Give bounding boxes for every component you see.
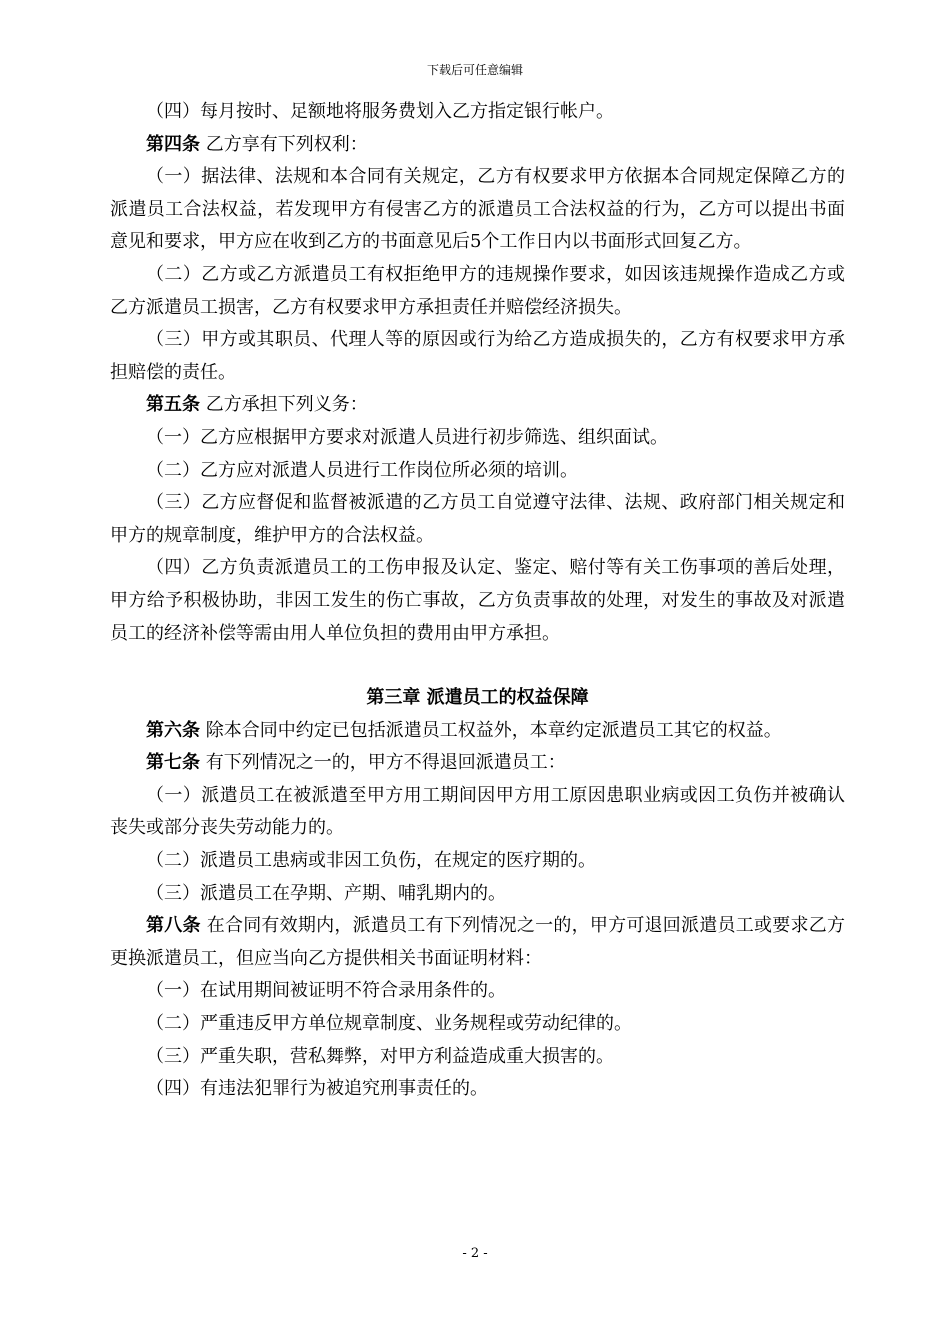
paragraph <box>110 715 845 748</box>
paragraph-text: （四）每月按时、足额地将服务费划入乙方指定银行帐户。 <box>146 101 614 122</box>
paragraph <box>110 747 845 780</box>
article-label: 第四条 <box>146 133 200 155</box>
article-label: 第五条 <box>146 394 200 416</box>
article-label: 第六条 <box>146 719 200 741</box>
paragraph <box>110 455 845 488</box>
paragraph <box>110 422 845 455</box>
paragraph <box>110 1073 845 1106</box>
page-header: 下载后可任意编辑 <box>426 63 523 77</box>
paragraph <box>110 975 845 1008</box>
paragraph-text: （四）有违法犯罪行为被追究刑事责任的。 <box>146 1078 488 1100</box>
paragraph <box>110 1041 845 1074</box>
paragraph-text: 在合同有效期内，派遣员工有下列情况之一的，甲方可退回派遣员工或要求乙方更换派遣员工，但应当向乙方提供相关书面证明材料： <box>110 915 846 969</box>
paragraph-text: （三）乙方应督促和监督被派遣的乙方员工自觉遵守法律、法规、政府部门相关规定和甲方的规章制度，维护甲方的合法权益。 <box>110 492 845 546</box>
paragraph <box>110 552 845 650</box>
contract-section-rights-duties <box>110 96 845 650</box>
paragraph-text: （三）派遣员工在孕期、产期、哺乳期内的。 <box>146 882 506 904</box>
paragraph-text: （二）乙方或乙方派遣员工有权拒绝甲方的违规操作要求，如因该违规操作造成乙方或乙方派遣员工损害，乙方有权要求甲方承担责任并赔偿经济损失。 <box>110 263 845 318</box>
document-body <box>110 96 845 1106</box>
paragraph-text: （二）乙方应对派遣人员进行工作岗位所必须的培训。 <box>146 459 578 481</box>
paragraph <box>110 487 845 552</box>
paragraph <box>110 878 845 911</box>
paragraph-text: （一）在试用期间被证明不符合录用条件的。 <box>146 980 506 1002</box>
paragraph-text: （一）派遣员工在被派遣至甲方用工期间因甲方用工原因患职业病或因工负伤并被确认丧失或部分丧失劳动能力的。 <box>110 784 845 839</box>
paragraph <box>110 96 845 129</box>
paragraph <box>110 780 845 845</box>
contract-section-employee-rights <box>110 715 845 1106</box>
paragraph <box>110 845 845 878</box>
paragraph <box>110 324 845 389</box>
paragraph <box>110 161 845 259</box>
paragraph-text: （二）派遣员工患病或非因工负伤，在规定的医疗期的。 <box>146 850 596 872</box>
paragraph-text: （二）严重违反甲方单位规章制度、业务规程或劳动纪律的。 <box>146 1013 632 1035</box>
paragraph <box>110 129 845 162</box>
paragraph-text: （一）乙方应根据甲方要求对派遣人员进行初步筛选、组织面试。 <box>146 426 668 448</box>
paragraph <box>110 259 845 324</box>
article-label: 第七条 <box>146 752 200 774</box>
paragraph-text: 乙方承担下列义务： <box>200 394 368 416</box>
paragraph <box>110 910 845 975</box>
page-number: - 2 - <box>462 1246 488 1261</box>
paragraph-text: （四）乙方负责派遣员工的工伤申报及认定、鉴定、赔付等有关工伤事项的善后处理，甲方给予积极协助，非因工发生的伤亡事故，乙方负责事故的处理，对发生的事故及对派遣员工的经济补偿等需由用人单位负担的费用由甲方承担。 <box>110 557 845 644</box>
paragraph <box>110 1008 845 1041</box>
paragraph-text: 除本合同中约定已包括派遣员工权益外，本章约定派遣员工其它的权益。 <box>200 719 782 741</box>
article-label: 第八条 <box>146 915 201 937</box>
paragraph-text: （三）严重失职，营私舞弊，对甲方利益造成重大损害的。 <box>146 1045 614 1067</box>
chapter-title: 第三章 派遣员工的权益保障 <box>366 687 589 709</box>
paragraph-text: 乙方享有下列权利： <box>200 133 368 155</box>
paragraph-text: （一）据法律、法规和本合同有关规定，乙方有权要求甲方依据本合同规定保障乙方的派遣员工合法权益，若发现甲方有侵害乙方的派遣员工合法权益的行为，乙方可以提出书面意见和要求，甲方应在收到乙方的书面意见后5个工作日内以书面形式回复乙方。 <box>110 166 845 253</box>
paragraph-text: （三）甲方或其职员、代理人等的原因或行为给乙方造成损失的，乙方有权要求甲方承担赔偿的责任。 <box>110 329 845 383</box>
paragraph <box>110 389 845 422</box>
paragraph-text: 有下列情况之一的，甲方不得退回派遣员工： <box>200 752 566 774</box>
